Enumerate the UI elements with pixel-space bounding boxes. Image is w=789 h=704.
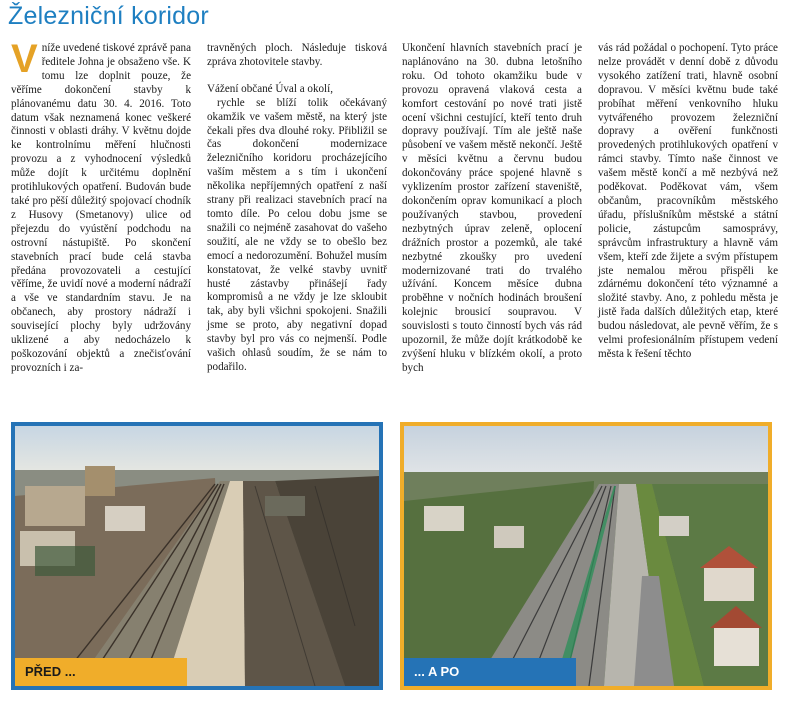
paragraph [11,37,191,376]
paragraph: rychle se blíží tolik očekávaný okamžik ve vašem městě, na který jste čekali přes dva dlouhé roky. Přibližil se čas dokončení modernizace železničního koridoru procházejícího vaším městem a s tím i ukončení několika nepříjemných opatření z naší strany při realizaci stavebních prací na tomto díle. Po celou dobu jsme se snažili co nejméně zasahovat do vašeho soužití, ale ne vždy se to obešlo bez emocí a nedorozumění. Bohužel musím konstatovat, že velké stavby uvnitř husté zástavby přinášejí řady kompromisů a ne vždy je lze skloubit tak, aby byli všichni spokojeni. Snažili jsme se proto, aby negativní dopad stavby byl pro vás co nejmenší. Podle vašich ohlasů soudím, že se nám to podařilo. [207,96,387,373]
photo-before [11,422,383,690]
paragraph: Ukončení hlavních stavebních prací je naplánováno na 30. dubna letošního roku. Od tohoto okamžiku bude v provozu opravená vlaková cesta a komfort cestování po nové trati jistě ocení všichni cestující, kteří tento druh dopravy používají. Tím ale ještě naše působení ve vašem městě nekončí. Ještě v měsíci květnu a červnu budou dokončovány práce spojené hlavně s vyklizením prostor zařízení staveniště, dokončením oprav komunikací a ploch používaných stavbou, provedení nezbytných úprav zeleně, oplocení drážních prostor a pozemků, ale také nezbytné zkoušky pro uvedení modernizované trati do trvalého užívání. Koncem měsíce dubna proběhne v nočních hodinách broušení kolejnic brousicí soupravou. V souvislosti s touto činností bych vás rád upozornil, že může dojít krátkodobě ke zvýšení hluku v blízkém okolí, a proto bych [402,42,582,374]
paragraph: travněných ploch. Následuje tisková zpráva zhotovitele stavby. [207,42,387,68]
paragraph: vás rád požádal o pochopení. Tyto práce nelze provádět v denní době z důvodu vysokého zatížení trati, hlavně osobní dopravou. V měsíci květnu bude také probíhat měření venkovního hluku vytvářeného provozem železniční dopravy a ověření funkčnosti provedených protihlukových opatření v rámci stavby. Tímto naše činnost ve vašem městě končí a mě nezbývá než poděkovat. Poděkovat vám, všem občanům, pracovníkům městského úřadu, příslušníkům městské a státní policie, zástupcům samosprávy, správcům infrastruktury a hlavně vám všem, kteří zde žijete a svým přístupem jste nemalou měrou přispěli ke zdárnému dokončení této významné a složité stavby. Ano, z pohledu města je jistě řada dalších důležitých etap, které budou následovat, ale pevně věřím, že s velmi profesionálním přístupem vedení města k řešení těchto [598,42,778,360]
article-title: Železniční koridor [8,2,209,30]
railway-after-image [404,426,768,686]
railway-before-image [15,426,379,686]
text-column-1 [11,37,191,376]
text-column-2 [207,42,387,375]
photo-after [400,422,772,690]
paragraph-text: níže uvedené tiskové zprávě pana ředitele Johna je obsaženo vše. K tomu lze doplnit pouze, že věříme dokončení stavby k plánovanému datu 30. 4. 2016. Toto datum však neznamená konec veškeré činnosti v oblasti dráhy. V květnu dojde ke kontrolnímu měření hlučnosti provozu a z vyhodnocení výsledků může dojít k určitému doplnění protihlukových opatření. Budován bude také pro pěší důležitý spojovací chodník z Husovy (Smetanovy) ulice od přejezdu do vyústění podchodu na ostrovní nástupiště. Po skončení stavebních prací bude celá stavba předána provozovateli a cestující věříme, že uvidí nové a moderní nádraží a vše ve standardním stavu. Je na občanech, aby prostory nádraží i související plochy byly udržovány uklizené a aby nedocházelo k poškozování objektů a znečisťování provozních i za- [11,42,191,374]
before-label: PŘED ... [15,658,187,686]
salutation: Vážení občané Úval a okolí, [207,82,333,95]
text-column-4 [598,42,778,362]
after-label: ... A PO [404,658,576,686]
text-column-3 [402,42,582,376]
drop-cap: V [11,37,38,81]
